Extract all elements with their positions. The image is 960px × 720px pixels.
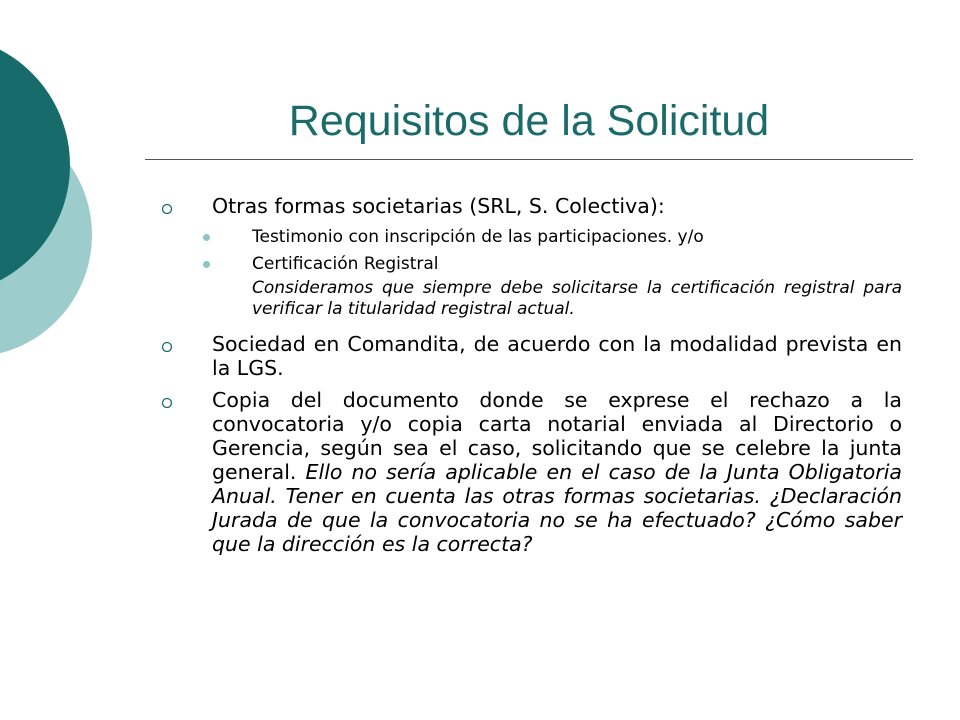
slide-title: Requisitos de la Solicitud	[288, 97, 770, 145]
dot-bullet-icon	[203, 261, 210, 268]
sub-bullet-text: Certificación Registral	[252, 254, 439, 274]
bullet-text: Otras formas societarias (SRL, S. Colectiva):	[212, 194, 665, 218]
bullet-text: Copia del documento donde se exprese el rechazo a la convocatoria y/o copia carta notarial enviada al Directorio o Gerencia, según sea el caso, solicitando que se celebre la junta general.	[212, 388, 902, 484]
circle-bullet-icon	[160, 389, 174, 413]
bullet-item	[160, 194, 902, 218]
title-divider	[145, 159, 913, 160]
circle-bullet-icon	[160, 333, 174, 357]
bullet-italic-text: Ello no sería aplicable en el caso de la Junta Obligatoria Anual. Tener en cuenta las otras formas societarias. ¿Declaración Jurada de que la convocatoria no se ha efectuado? ¿Cómo saber que la dirección es la correcta?	[212, 460, 902, 556]
slide-content	[160, 194, 902, 564]
italic-note: Consideramos que siempre debe solicitarse la certificación registral para verificar la titularidad registral actual.	[252, 278, 902, 319]
sub-bullet-item	[160, 253, 902, 275]
dot-bullet-icon	[203, 234, 210, 241]
bullet-item	[160, 332, 902, 380]
sub-bullet-text: Testimonio con inscripción de las participaciones. y/o	[252, 227, 704, 247]
bullet-text: Sociedad en Comandita, de acuerdo con la modalidad prevista en la LGS.	[212, 332, 902, 380]
circle-bullet-icon	[160, 195, 174, 219]
sub-bullet-item	[160, 226, 902, 248]
decorative-circles	[0, 0, 100, 400]
bullet-item	[160, 388, 902, 556]
